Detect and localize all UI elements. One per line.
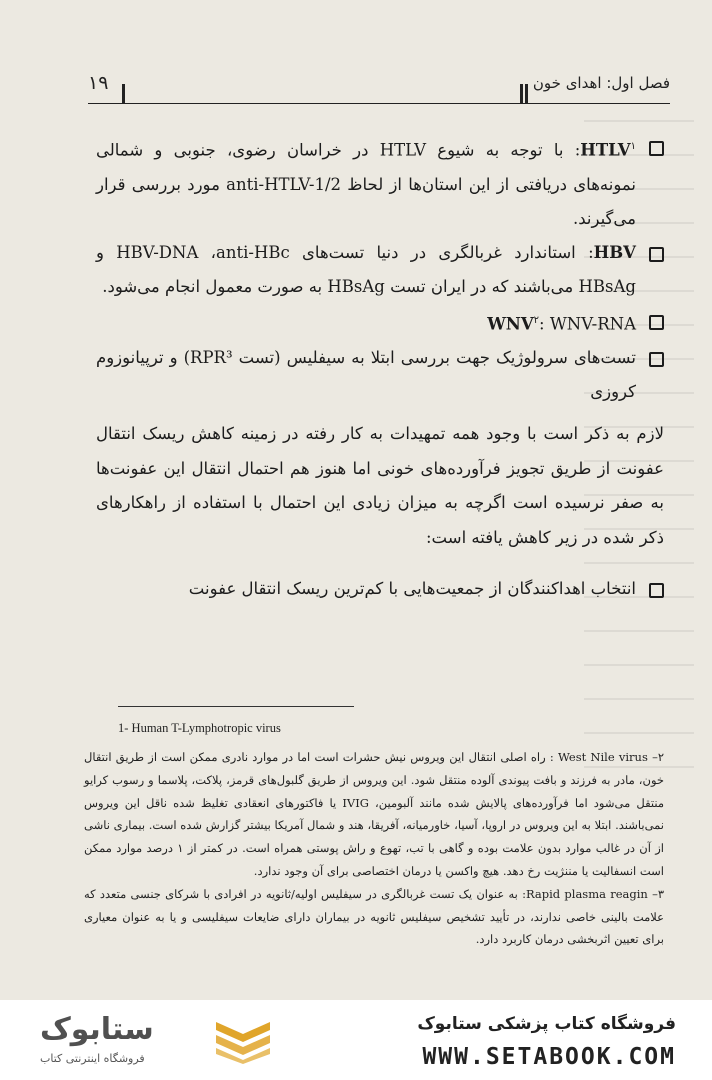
item-term: HTLV <box>580 140 631 160</box>
item-text: : با توجه به شیوع HTLV در خراسان رضوی، جنوبی و شمالی نمونه‌های دریافتی از این استان‌ها از لحاظ anti-HTLV-1/2 مورد بررسی قرار می‌گیرند. <box>96 140 636 228</box>
list-item-donor-selection <box>96 572 664 606</box>
item-text: تست‌های سرولوژیک جهت بررسی ابتلا به سیفلیس (تست RPR³) و ترپیانوزوم کروزی <box>96 348 636 401</box>
footnotes <box>84 746 664 951</box>
footnote-ref: ۲ <box>533 314 540 326</box>
body-paragraph: لازم به ذکر است با وجود همه تمهیدات به کار رفته در زمینه کاهش ریسک انتقال عفونت از طریق تجویز فرآورده‌های خونی اما هنوز هم احتمال انتقال این عفونت‌ها به صفر نرسیده است اگرچه به میزان زیادی این احتمال با استفاده از راهکارهای ذکر شده در زیر کاهش یافته است: <box>96 424 664 547</box>
list-item-htlv <box>96 130 664 236</box>
list-item-wnv <box>96 304 664 342</box>
header-bar <box>525 84 528 104</box>
item-text: انتخاب اهداکنندگان از جمعیت‌هایی با کم‌ترین ریسک انتقال عفونت <box>188 578 636 598</box>
footnote-1: 1- Human T-Lymphotropic virus <box>118 721 281 735</box>
header-bar <box>122 84 125 104</box>
page-body <box>96 130 664 606</box>
list-item-serology <box>96 341 664 409</box>
checkbox-bullet-icon <box>649 352 664 367</box>
chapter-title: فصل اول: اهدای خون <box>532 74 670 92</box>
item-term: WNV <box>487 314 534 333</box>
book-stack-icon <box>212 1018 274 1064</box>
page-header <box>88 64 670 104</box>
store-logo-text: ستابوک <box>40 1012 154 1047</box>
checkbox-bullet-icon <box>649 247 664 262</box>
header-rule <box>88 103 670 104</box>
store-url[interactable]: WWW.SETABOOK.COM <box>422 1044 676 1070</box>
item-term: HBV <box>593 242 636 262</box>
footnote-ref: ۱ <box>630 141 636 152</box>
store-logo-subtitle: فروشگاه اینترنتی کتاب <box>40 1052 145 1065</box>
footnote-3: ۳– Rapid plasma reagin: به عنوان یک تست غربالگری در سیفلیس اولیه/ثانویه در افرادی با شرکای جنسی متعدد که علامت بالینی خاصی ندارند، در تأیید تشخیص سیفلیس ثانویه در بیماران دارای ضایعات سیفلیسی و یا به عنوان معیاری برای تعیین اثربخشی درمان کاربرد دارد. <box>84 886 665 947</box>
header-bar <box>520 84 523 104</box>
footnote-rule <box>118 706 354 707</box>
item-text: : WNV-RNA <box>539 314 636 333</box>
checkbox-bullet-icon <box>649 315 664 330</box>
store-name: فروشگاه کتاب پزشکی ستابوک <box>417 1014 676 1034</box>
checkbox-bullet-icon <box>649 583 664 598</box>
item-text: : استاندارد غربالگری در دنیا تست‌های HBV-DNA ،anti-HBc و HBsAg می‌باشند که در ایران تست HBsAg به صورت معمول انجام می‌شود. <box>96 242 636 296</box>
checkbox-bullet-icon <box>649 141 664 156</box>
store-banner[interactable] <box>0 1000 712 1080</box>
list-item-hbv <box>96 236 664 304</box>
page-number: ۱۹ <box>88 72 109 94</box>
footnote-2: ۲– West Nile virus : راه اصلی انتقال این ویروس نیش حشرات است اما در موارد نادری ممکن است از طریق انتقال خون، مادر به فرزند و بافت پیوندی آلوده منتقل شود. این ویروس از طریق گلبول‌های قرمز، پلاکت، پلاسما و رسوب کرایو منتقل می‌شود اما فرآورده‌های پالایش شده مانند آلبومین، IVIG یا فاکتورهای انعقادی تغلیظ شده ناقل این ویروس نمی‌باشند. ابتلا به این ویروس در اروپا، آسیا، خاورمیانه، آفریقا، هند و شمال آمریکا بیشتر گزارش شده است. بیماری ناشی از آن در غالب موارد بدون علامت بوده و گاهی با تب، تهوع و راش پوستی همراه است. در کمتر از ۱ درصد موارد ممکن است انسفالیت یا مننژیت رخ دهد. هیچ واکسن یا درمان اختصاصی برای آن وجود ندارد. <box>84 750 665 878</box>
